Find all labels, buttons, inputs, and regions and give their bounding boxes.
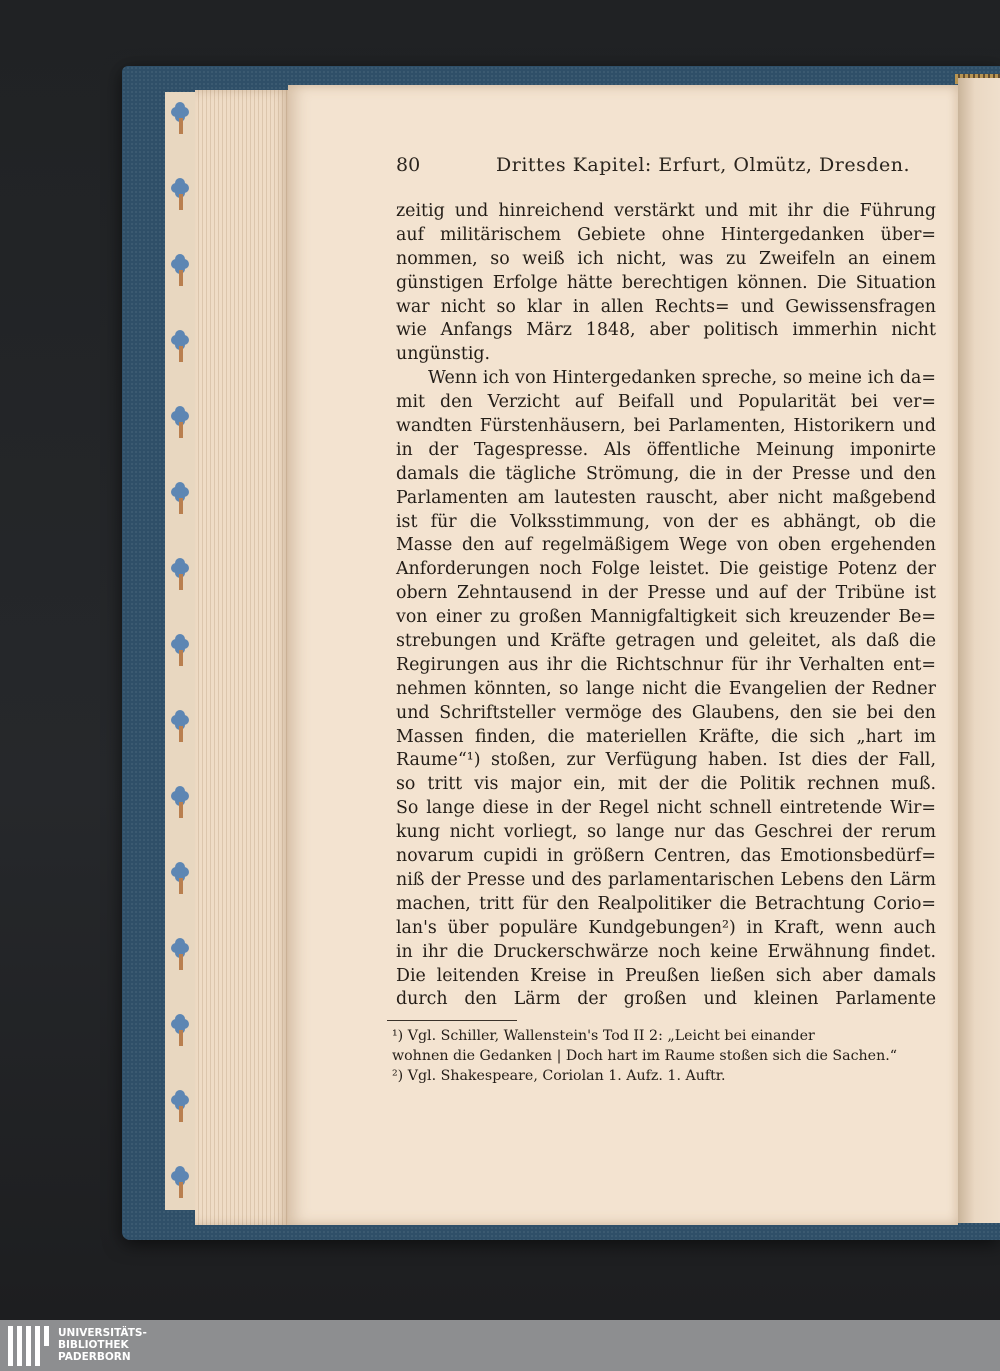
library-name [58,1327,147,1363]
text-line: Massen finden, die materiellen Kräfte, die sich „hart im [396,726,936,747]
text-line: Raume“¹) stoßen, zur Verfügung haben. Ist dies der Fall, [396,750,936,771]
text-line: Masse den auf regelmäßigem Wege von oben ergehenden [396,535,936,556]
library-name-line: PADERBORN [58,1351,131,1363]
facing-page [958,78,1000,1223]
endpaper-flower-icon [171,178,189,196]
footnotes [392,1026,932,1086]
text-line: ist für die Volksstimmung, von der es abhängt, ob die [396,511,936,532]
text-line: strebungen und Kräfte getragen und geleitet, als daß die [396,631,936,652]
body-text [396,200,936,1012]
text-line: Anforderungen noch Folge leistet. Die geistige Potenz der [396,559,936,580]
text-line: novarum cupidi in größern Centren, das Emotionsbedürf= [396,846,936,867]
text-line: auf militärischem Gebiete ohne Hintergedanken über= [396,224,936,245]
endpaper-flower-icon [171,862,189,880]
running-head [396,154,941,184]
text-line: kung nicht vorliegt, so lange nur das Geschrei der rerum [396,822,936,843]
text-line: durch den Lärm der großen und kleinen Parlamente [396,989,936,1010]
text-line: mit den Verzicht auf Beifall und Popularität bei ver= [396,392,936,413]
text-line: lan's über populäre Kundgebungen²) in Kraft, wenn auch [396,917,936,938]
text-line: damals die tägliche Strömung, die in der Presse und den [396,463,936,484]
endpaper-flower-icon [171,786,189,804]
footnote-line: ²) Vgl. Shakespeare, Coriolan 1. Aufz. 1. Auftr. [392,1068,726,1084]
text-line: und Schriftsteller vermöge des Glaubens, den sie bei den [396,702,936,723]
text-line: nommen, so weiß ich nicht, was zu Zweifeln an einem [396,248,936,269]
text-line: nehmen könnten, so lange nicht die Evangelien der Redner [396,678,936,699]
text-line: Regirungen aus ihr die Richtschnur für ihr Verhalten ent= [396,654,936,675]
text-line: wandten Fürstenhäusern, bei Parlamenten, Historikern und [396,416,936,437]
page-number: 80 [396,154,421,176]
text-line: machen, tritt für den Realpolitiker die Betrachtung Corio= [396,893,936,914]
endpaper-flower-icon [171,330,189,348]
library-logo-icon [8,1326,54,1366]
endpaper-flower-icon [171,938,189,956]
library-footer-bar [0,1320,1000,1371]
text-line: So lange diese in der Regel nicht schnell eintretende Wir= [396,798,936,819]
library-name-line: BIBLIOTHEK [58,1339,129,1351]
text-line: ungünstig. [396,344,491,365]
endpaper-flower-icon [171,482,189,500]
running-title: Drittes Kapitel: Erfurt, Olmütz, Dresden. [496,154,910,176]
endpaper-strip [165,92,195,1210]
footnote-line: ¹) Vgl. Schiller, Wallenstein's Tod II 2: „Leicht bei einander [392,1028,815,1044]
endpaper-flower-icon [171,102,189,120]
endpaper-flower-icon [171,406,189,424]
text-line: von einer zu großen Mannigfaltigkeit sich kreuzender Be= [396,607,936,628]
text-line: in ihr die Druckerschwärze noch keine Erwähnung findet. [396,941,936,962]
text-line: günstigen Erfolge hätte berechtigen können. Die Situation [396,272,936,293]
endpaper-flower-icon [171,634,189,652]
text-line: niß der Presse und des parlamentarischen Lebens den Lärm [396,869,936,890]
text-line: war nicht so klar in allen Rechts= und Gewissensfragen [396,296,936,317]
footnote-line: wohnen die Gedanken | Doch hart im Raume stoßen sich die Sachen.“ [392,1048,897,1064]
library-name-line: UNIVERSITÄTS- [58,1327,147,1339]
endpaper-flower-icon [171,558,189,576]
endpaper-flower-icon [171,254,189,272]
endpaper-flower-icon [171,710,189,728]
text-line: obern Zehntausend in der Presse und auf der Tribüne ist [396,583,936,604]
footnote-rule [387,1020,517,1021]
page-edges [195,90,290,1225]
text-line: Wenn ich von Hintergedanken spreche, so meine ich da= [428,368,936,389]
text-line: zeitig und hinreichend verstärkt und mit ihr die Führung [396,201,936,221]
endpaper-flower-icon [171,1090,189,1108]
text-line: so tritt vis major ein, mit der die Politik rechnen muß. [396,774,936,795]
text-line: Parlamenten am lautesten rauscht, aber nicht maßgebend [396,487,936,508]
text-line: Die leitenden Kreise in Preußen ließen sich aber damals [396,965,936,986]
endpaper-flower-icon [171,1014,189,1032]
text-line: wie Anfangs März 1848, aber politisch immerhin nicht [396,320,936,341]
text-line: in der Tagespresse. Als öffentliche Meinung imponirte [396,439,936,460]
endpaper-flower-icon [171,1166,189,1184]
